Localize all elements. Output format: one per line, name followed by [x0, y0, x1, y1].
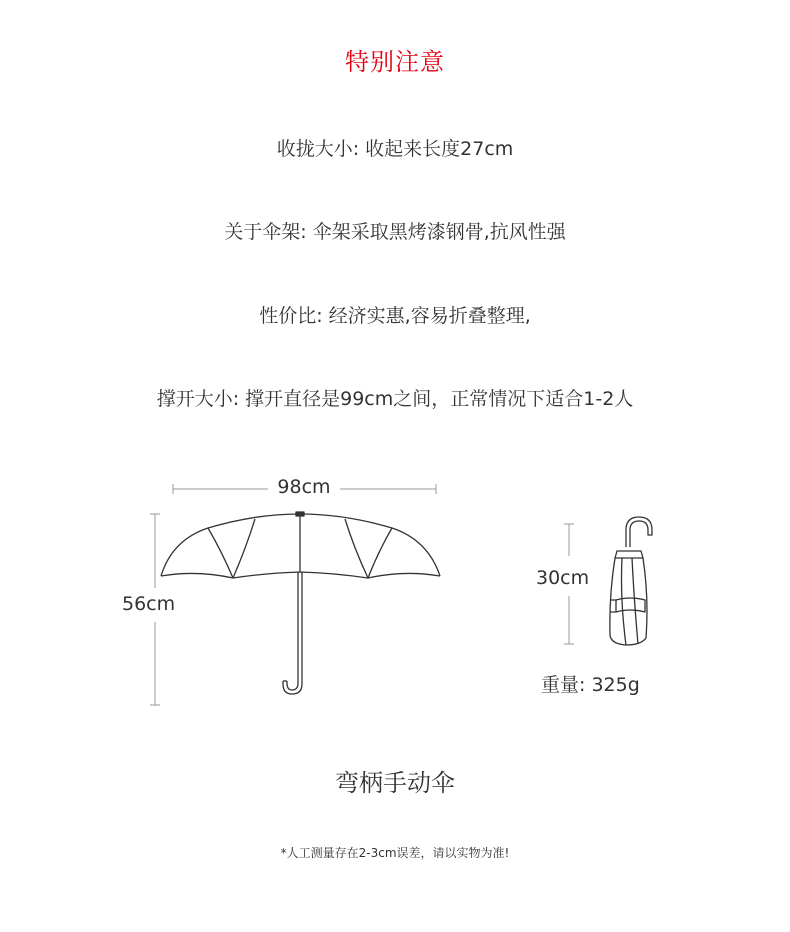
spec-value: 性价比: 经济实惠,容易折叠整理, — [259, 305, 531, 327]
page-title: 特别注意 — [345, 48, 445, 76]
weight-label: 重量: 325g — [541, 674, 640, 696]
spec-open-size: 撑开大小: 撑开直径是99cm之间，正常情况下适合1-2人 — [156, 388, 634, 410]
open-umbrella-icon — [161, 512, 440, 694]
folded-umbrella-icon — [610, 517, 652, 645]
measurement-footnote: *人工测量存在2-3cm误差，请以实物为准! — [280, 846, 510, 860]
spec-folded-size: 收拢大小: 收起来长度27cm — [276, 138, 514, 160]
product-name: 弯柄手动伞 — [335, 769, 455, 797]
open-height-label: 56cm — [122, 593, 176, 615]
open-width-label: 98cm — [277, 476, 331, 498]
folded-length-label: 30cm — [536, 567, 590, 589]
spec-frame: 关于伞架: 伞架采取黑烤漆钢骨,抗风性强 — [224, 221, 566, 243]
